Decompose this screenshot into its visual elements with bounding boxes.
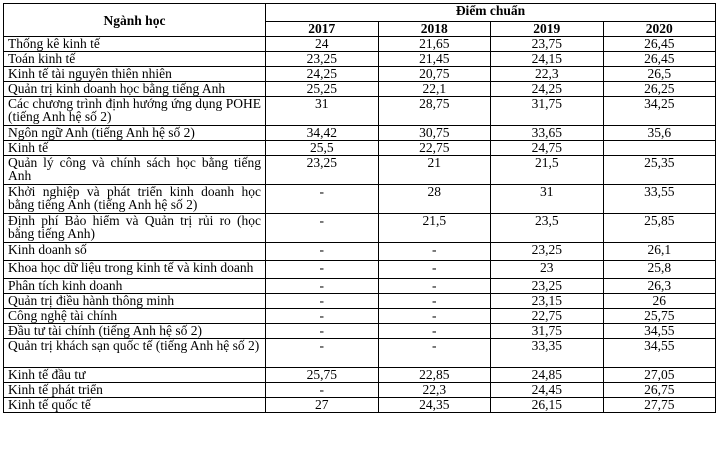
major-column-header: Ngành học bbox=[4, 4, 266, 37]
score-2018: 20,75 bbox=[378, 67, 491, 82]
score-2018: 22,75 bbox=[378, 141, 491, 156]
score-2017: - bbox=[266, 324, 379, 339]
score-2017: 31 bbox=[266, 97, 379, 126]
admission-scores-document bbox=[3, 3, 715, 413]
score-2019: 24,25 bbox=[491, 82, 604, 97]
score-2020: 26,45 bbox=[603, 37, 716, 52]
score-2019: 23 bbox=[491, 261, 604, 279]
score-2020: 26,5 bbox=[603, 67, 716, 82]
score-2019: 31 bbox=[491, 185, 604, 214]
score-2020: 27,75 bbox=[603, 398, 716, 413]
score-2019: 26,15 bbox=[491, 398, 604, 413]
score-2018: - bbox=[378, 324, 491, 339]
table-row bbox=[4, 156, 716, 185]
score-2019: 22,3 bbox=[491, 67, 604, 82]
table-row bbox=[4, 82, 716, 97]
score-2018: 30,75 bbox=[378, 126, 491, 141]
score-2017: 25,75 bbox=[266, 368, 379, 383]
score-2017: - bbox=[266, 294, 379, 309]
table-row bbox=[4, 97, 716, 126]
score-2018: 21,65 bbox=[378, 37, 491, 52]
table-row bbox=[4, 309, 716, 324]
score-2017: 23,25 bbox=[266, 156, 379, 185]
score-2017: - bbox=[266, 243, 379, 261]
score-2020: 26 bbox=[603, 294, 716, 309]
score-2020: 26,45 bbox=[603, 52, 716, 67]
score-2019: 23,5 bbox=[491, 214, 604, 243]
table-row bbox=[4, 294, 716, 309]
table-row bbox=[4, 324, 716, 339]
score-2018: 21,45 bbox=[378, 52, 491, 67]
major-name: Kinh tế bbox=[4, 141, 266, 156]
table-row bbox=[4, 185, 716, 214]
major-name: Quản trị khách sạn quốc tế (tiếng Anh hệ số 2) bbox=[4, 339, 266, 368]
score-2019: 24,75 bbox=[491, 141, 604, 156]
score-2019: 22,75 bbox=[491, 309, 604, 324]
table-row bbox=[4, 261, 716, 279]
score-2020: 34,25 bbox=[603, 97, 716, 126]
score-2020: 26,3 bbox=[603, 279, 716, 294]
score-2017: 25,25 bbox=[266, 82, 379, 97]
score-2017: 25,5 bbox=[266, 141, 379, 156]
score-2017: 24 bbox=[266, 37, 379, 52]
score-2017: - bbox=[266, 339, 379, 368]
score-2020: 26,1 bbox=[603, 243, 716, 261]
score-2017: 34,42 bbox=[266, 126, 379, 141]
table-row bbox=[4, 243, 716, 261]
score-2020: 33,55 bbox=[603, 185, 716, 214]
major-name: Kinh tế đầu tư bbox=[4, 368, 266, 383]
score-2018: 28,75 bbox=[378, 97, 491, 126]
score-2020: 35,6 bbox=[603, 126, 716, 141]
score-2020: 25,85 bbox=[603, 214, 716, 243]
score-2018: - bbox=[378, 309, 491, 324]
score-2019: 31,75 bbox=[491, 97, 604, 126]
table-row bbox=[4, 279, 716, 294]
major-name: Toán kinh tế bbox=[4, 52, 266, 67]
table-row bbox=[4, 37, 716, 52]
table-row bbox=[4, 398, 716, 413]
major-name: Quản trị kinh doanh học bằng tiếng Anh bbox=[4, 82, 266, 97]
score-2020: 25,8 bbox=[603, 261, 716, 279]
score-2018: 22,85 bbox=[378, 368, 491, 383]
table-row bbox=[4, 368, 716, 383]
score-2019: 24,15 bbox=[491, 52, 604, 67]
score-2020 bbox=[603, 141, 716, 156]
major-name: Kinh tế phát triển bbox=[4, 383, 266, 398]
year-header-2020: 2020 bbox=[603, 22, 716, 37]
year-header-2019: 2019 bbox=[491, 22, 604, 37]
score-2017: - bbox=[266, 309, 379, 324]
score-2017: - bbox=[266, 279, 379, 294]
major-name: Đầu tư tài chính (tiếng Anh hệ số 2) bbox=[4, 324, 266, 339]
score-2019: 23,75 bbox=[491, 37, 604, 52]
major-name: Khởi nghiệp và phát triển kinh doanh học bằng tiếng Anh (tiếng Anh hệ số 2) bbox=[4, 185, 266, 214]
score-2019: 23,25 bbox=[491, 279, 604, 294]
table-row bbox=[4, 214, 716, 243]
score-2019: 33,65 bbox=[491, 126, 604, 141]
major-name: Thống kê kinh tế bbox=[4, 37, 266, 52]
score-2020: 25,35 bbox=[603, 156, 716, 185]
score-2020: 27,05 bbox=[603, 368, 716, 383]
score-2019: 24,85 bbox=[491, 368, 604, 383]
score-2017: 23,25 bbox=[266, 52, 379, 67]
major-name: Khoa học dữ liệu trong kinh tế và kinh doanh bbox=[4, 261, 266, 279]
major-name: Định phí Bảo hiểm và Quản trị rủi ro (học bằng tiếng Anh) bbox=[4, 214, 266, 243]
score-2020: 26,75 bbox=[603, 383, 716, 398]
score-2019: 24,45 bbox=[491, 383, 604, 398]
major-name: Các chương trình định hướng ứng dụng POHE (tiếng Anh hệ số 2) bbox=[4, 97, 266, 126]
score-2018: 28 bbox=[378, 185, 491, 214]
score-2017: - bbox=[266, 214, 379, 243]
score-2019: 23,25 bbox=[491, 243, 604, 261]
table-row bbox=[4, 339, 716, 368]
score-2017: 24,25 bbox=[266, 67, 379, 82]
score-2020: 26,25 bbox=[603, 82, 716, 97]
score-2018: - bbox=[378, 243, 491, 261]
admission-scores-table bbox=[3, 3, 716, 413]
major-name: Quản lý công và chính sách học bằng tiếng Anh bbox=[4, 156, 266, 185]
score-2019: 31,75 bbox=[491, 324, 604, 339]
score-2018: - bbox=[378, 261, 491, 279]
score-2017: - bbox=[266, 261, 379, 279]
score-2019: 33,35 bbox=[491, 339, 604, 368]
major-name: Quản trị điều hành thông minh bbox=[4, 294, 266, 309]
major-name: Kinh tế tài nguyên thiên nhiên bbox=[4, 67, 266, 82]
year-header-2018: 2018 bbox=[378, 22, 491, 37]
table-row bbox=[4, 126, 716, 141]
score-2020: 34,55 bbox=[603, 339, 716, 368]
score-2018: 22,1 bbox=[378, 82, 491, 97]
score-2018: - bbox=[378, 339, 491, 368]
table-row bbox=[4, 141, 716, 156]
score-2017: - bbox=[266, 185, 379, 214]
score-2020: 25,75 bbox=[603, 309, 716, 324]
table-row bbox=[4, 52, 716, 67]
major-name: Kinh tế quốc tế bbox=[4, 398, 266, 413]
table-row bbox=[4, 383, 716, 398]
score-2020: 34,55 bbox=[603, 324, 716, 339]
score-2018: 21 bbox=[378, 156, 491, 185]
score-2018: - bbox=[378, 294, 491, 309]
score-2017: - bbox=[266, 383, 379, 398]
table-row bbox=[4, 67, 716, 82]
major-name: Phân tích kinh doanh bbox=[4, 279, 266, 294]
score-2019: 23,15 bbox=[491, 294, 604, 309]
major-name: Công nghệ tài chính bbox=[4, 309, 266, 324]
score-2018: 24,35 bbox=[378, 398, 491, 413]
score-2018: 22,3 bbox=[378, 383, 491, 398]
year-header-2017: 2017 bbox=[266, 22, 379, 37]
score-2018: 21,5 bbox=[378, 214, 491, 243]
score-2019: 21,5 bbox=[491, 156, 604, 185]
major-name: Kinh doanh số bbox=[4, 243, 266, 261]
score-2018: - bbox=[378, 279, 491, 294]
score-column-header: Điểm chuẩn bbox=[266, 4, 716, 22]
score-2017: 27 bbox=[266, 398, 379, 413]
major-name: Ngôn ngữ Anh (tiếng Anh hệ số 2) bbox=[4, 126, 266, 141]
